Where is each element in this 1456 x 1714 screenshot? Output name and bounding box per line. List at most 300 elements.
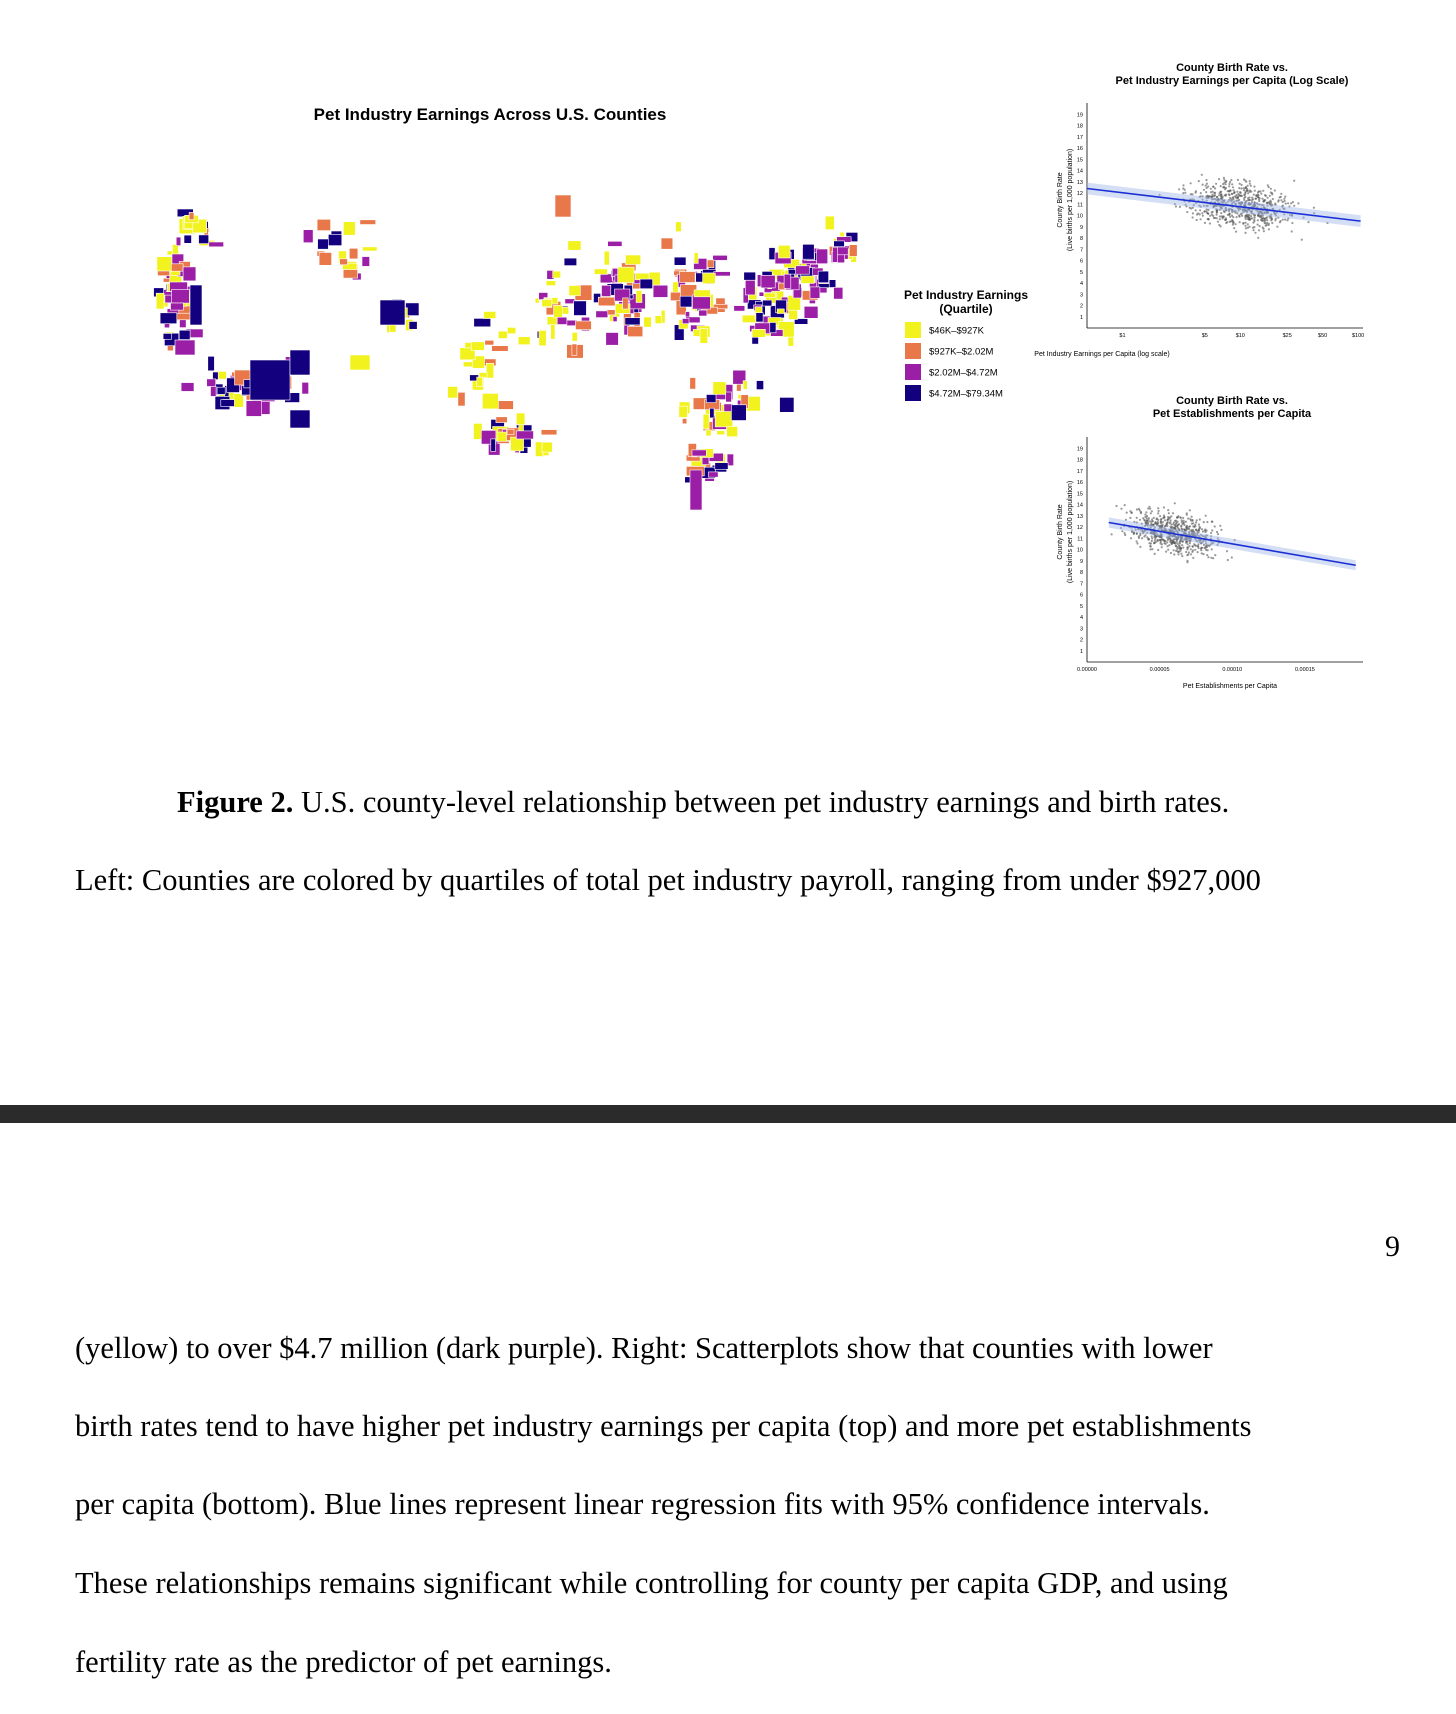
scatter-point bbox=[1259, 197, 1261, 199]
y-tick-label: 7 bbox=[1079, 581, 1083, 588]
scatter-point bbox=[1232, 216, 1234, 218]
county-shape bbox=[680, 272, 696, 283]
county-shape bbox=[246, 401, 261, 417]
county-shape bbox=[690, 470, 702, 510]
scatter-point bbox=[1236, 191, 1238, 193]
scatter-point bbox=[1203, 521, 1205, 523]
scatter-point bbox=[1248, 196, 1250, 198]
scatter-point bbox=[1237, 179, 1239, 181]
scatter-point bbox=[1262, 226, 1264, 228]
scatter-point bbox=[1230, 220, 1232, 222]
county-shape bbox=[409, 322, 417, 330]
county-shape bbox=[471, 342, 484, 351]
scatter-point bbox=[1181, 544, 1183, 546]
y-tick-label: 6 bbox=[1079, 592, 1083, 599]
scatter-point bbox=[1170, 526, 1172, 528]
scatter-point bbox=[1253, 229, 1255, 231]
scatter-point bbox=[1211, 521, 1213, 523]
scatter-point bbox=[1174, 502, 1176, 504]
scatter-point bbox=[1195, 192, 1197, 194]
scatter-point bbox=[1197, 212, 1199, 214]
scatter-point bbox=[1163, 542, 1165, 544]
scatter-point bbox=[1285, 203, 1287, 205]
scatter-point bbox=[1198, 523, 1200, 525]
scatter-point bbox=[1195, 529, 1197, 531]
scatter-point bbox=[1198, 526, 1200, 528]
scatter-point bbox=[1207, 556, 1209, 558]
scatter-point bbox=[1253, 215, 1255, 217]
scatter-point bbox=[1211, 548, 1213, 550]
county-shape bbox=[598, 297, 615, 306]
county-shape bbox=[190, 285, 202, 325]
county-shape bbox=[507, 327, 515, 333]
scatter-point bbox=[1176, 517, 1178, 519]
scatter-point bbox=[1143, 535, 1145, 537]
scatter-point bbox=[1242, 223, 1244, 225]
continuation-line-5: fertility rate as the predictor of pet earnings. bbox=[75, 1645, 612, 1679]
scatter-point bbox=[1214, 217, 1216, 219]
legend-swatch bbox=[905, 364, 921, 380]
scatter-point bbox=[1206, 183, 1208, 185]
x-tick-label: $50 bbox=[1318, 333, 1328, 339]
scatter-point bbox=[1164, 519, 1166, 521]
scatter-point bbox=[1277, 200, 1279, 202]
scatter-point bbox=[1180, 553, 1182, 555]
scatter-point bbox=[1192, 546, 1194, 548]
scatter-point bbox=[1269, 202, 1271, 204]
county-shape bbox=[594, 269, 607, 275]
scatter-earnings-subtitle: Pet Industry Earnings per Capita (Log Scale) bbox=[1115, 75, 1349, 87]
scatter-point bbox=[1206, 209, 1208, 211]
scatter-point bbox=[1313, 207, 1315, 209]
county-shape bbox=[680, 296, 692, 307]
county-shape bbox=[486, 363, 493, 378]
county-shape bbox=[734, 306, 745, 312]
county-shape bbox=[302, 382, 309, 394]
scatter-point bbox=[1181, 555, 1183, 557]
scatter-point bbox=[1228, 185, 1230, 187]
y-tick-label: 4 bbox=[1079, 615, 1083, 621]
scatter-point bbox=[1258, 229, 1260, 231]
scatter-point bbox=[1139, 519, 1141, 521]
scatter-point bbox=[1180, 525, 1182, 527]
scatter-point bbox=[1216, 211, 1218, 213]
scatter-point bbox=[1262, 200, 1264, 202]
county-shape bbox=[172, 290, 190, 304]
y-tick-label: 10 bbox=[1076, 547, 1083, 554]
scatter-point bbox=[1270, 191, 1272, 193]
county-shape bbox=[778, 245, 790, 258]
county-shape bbox=[208, 356, 215, 371]
y-tick-label: 8 bbox=[1079, 570, 1083, 576]
scatter-point bbox=[1178, 551, 1180, 553]
scatter-point bbox=[1248, 199, 1250, 201]
county-shape bbox=[474, 318, 491, 326]
county-shape bbox=[769, 248, 775, 260]
scatter-point bbox=[1182, 517, 1184, 519]
y-tick-label: 16 bbox=[1076, 146, 1083, 152]
scatter-point bbox=[1205, 185, 1207, 187]
scatter-point bbox=[1169, 516, 1171, 518]
scatter-point bbox=[1147, 538, 1149, 540]
y-tick-label: 18 bbox=[1076, 123, 1083, 130]
county-shape bbox=[491, 439, 496, 452]
county-shape bbox=[199, 235, 209, 244]
county-shape bbox=[623, 298, 629, 309]
scatter-point bbox=[1213, 192, 1215, 194]
county-shape bbox=[707, 260, 714, 268]
county-shape bbox=[608, 241, 622, 246]
y-tick-label: 10 bbox=[1076, 213, 1083, 220]
scatter-point bbox=[1159, 539, 1161, 541]
scatter-point bbox=[1154, 522, 1156, 524]
county-shape bbox=[726, 392, 732, 402]
scatter-point bbox=[1170, 552, 1172, 554]
county-shape bbox=[209, 242, 224, 247]
scatter-point bbox=[1205, 515, 1207, 517]
county-shape bbox=[604, 251, 609, 265]
scatter-point bbox=[1138, 537, 1140, 539]
scatter-point bbox=[1190, 182, 1192, 184]
scatter-point bbox=[1177, 543, 1179, 545]
county-shape bbox=[682, 419, 687, 424]
y-tick-label: 3 bbox=[1079, 292, 1083, 299]
scatter-point bbox=[1163, 517, 1165, 519]
scatter-point bbox=[1284, 218, 1286, 220]
county-shape bbox=[692, 450, 706, 456]
scatter-point bbox=[1141, 537, 1143, 539]
county-shape bbox=[606, 333, 619, 346]
county-shape bbox=[350, 355, 370, 370]
county-shape bbox=[640, 279, 653, 289]
scatter-point bbox=[1223, 177, 1225, 179]
scatter-point bbox=[1169, 519, 1171, 521]
county-shape bbox=[849, 245, 857, 257]
scatter-point bbox=[1228, 214, 1230, 216]
scatter-point bbox=[1246, 188, 1248, 190]
scatter-point bbox=[1280, 193, 1282, 195]
scatter-point bbox=[1228, 183, 1230, 185]
county-shape bbox=[156, 293, 164, 309]
scatter-point bbox=[1120, 508, 1122, 510]
scatter-point bbox=[1124, 534, 1126, 536]
county-shape bbox=[756, 381, 763, 390]
county-shape bbox=[317, 219, 331, 230]
scatter-point bbox=[1232, 222, 1234, 224]
scatter-point bbox=[1217, 533, 1219, 535]
county-shape bbox=[833, 247, 838, 262]
scatter-point bbox=[1262, 190, 1264, 192]
scatter-point bbox=[1282, 201, 1284, 203]
scatter-point bbox=[1209, 222, 1211, 224]
scatter-point bbox=[1133, 533, 1135, 535]
county-shape bbox=[613, 317, 617, 322]
scatter-point bbox=[1186, 548, 1188, 550]
scatter-point bbox=[1245, 186, 1247, 188]
scatter-point bbox=[1240, 192, 1242, 194]
scatter-point bbox=[1240, 187, 1242, 189]
scatter-point bbox=[1179, 542, 1181, 544]
scatter-point bbox=[1177, 524, 1179, 526]
scatter-point bbox=[1251, 197, 1253, 199]
scatter-point bbox=[1206, 521, 1208, 523]
scatter-point bbox=[1192, 216, 1194, 218]
county-shape bbox=[565, 299, 575, 304]
scatter-point bbox=[1250, 215, 1252, 217]
county-shape bbox=[744, 272, 756, 280]
county-shape bbox=[694, 290, 710, 297]
county-shape bbox=[541, 430, 557, 435]
county-shape bbox=[557, 317, 567, 324]
county-shape bbox=[572, 332, 577, 341]
scatter-point bbox=[1151, 537, 1153, 539]
legend-title-line1: Pet Industry Earnings bbox=[903, 288, 1029, 302]
scatter-point bbox=[1254, 232, 1256, 234]
scatter-point bbox=[1266, 216, 1268, 218]
regression-line bbox=[1109, 523, 1356, 566]
scatter-point bbox=[1190, 193, 1192, 195]
county-shape bbox=[551, 325, 555, 340]
scatter-point bbox=[1178, 188, 1180, 190]
county-shape bbox=[184, 235, 192, 243]
scatter-point bbox=[1185, 521, 1187, 523]
scatter-point bbox=[1244, 179, 1246, 181]
scatter-point bbox=[1189, 518, 1191, 520]
scatter-point bbox=[1287, 202, 1289, 204]
county-shape bbox=[715, 412, 733, 427]
scatter-point bbox=[1129, 517, 1131, 519]
scatter-point bbox=[1182, 540, 1184, 542]
scatter-point bbox=[1139, 509, 1141, 511]
scatter-point bbox=[1227, 190, 1229, 192]
county-shape bbox=[628, 326, 643, 336]
scatter-point bbox=[1171, 523, 1173, 525]
county-shape bbox=[360, 220, 376, 225]
scatter-point bbox=[1149, 545, 1151, 547]
county-shape bbox=[742, 315, 756, 323]
scatter-point bbox=[1199, 209, 1201, 211]
scatter-point bbox=[1205, 549, 1207, 551]
county-shape bbox=[602, 285, 611, 296]
scatter-point bbox=[1219, 525, 1221, 527]
scatter-point bbox=[1198, 180, 1200, 182]
county-shape bbox=[477, 377, 483, 387]
scatter-point bbox=[1186, 512, 1188, 514]
county-shape bbox=[160, 313, 177, 324]
county-shape bbox=[596, 311, 608, 318]
map-title: Pet Industry Earnings Across U.S. Counties bbox=[313, 105, 667, 124]
scatter-earnings-ylabel: County Birth Rate bbox=[1057, 172, 1064, 228]
scatter-point bbox=[1204, 531, 1206, 533]
scatter-point bbox=[1252, 222, 1254, 224]
county-shape bbox=[829, 280, 836, 288]
y-tick-label: 6 bbox=[1079, 258, 1083, 265]
scatter-point bbox=[1223, 179, 1225, 181]
county-shape bbox=[539, 330, 546, 345]
scatter-point bbox=[1276, 226, 1278, 228]
y-tick-label: 17 bbox=[1076, 468, 1083, 475]
scatter-point bbox=[1243, 199, 1245, 201]
x-tick-label: $5 bbox=[1201, 333, 1208, 339]
scatter-point bbox=[1283, 198, 1285, 200]
county-shape bbox=[764, 293, 776, 297]
scatter-point bbox=[1159, 515, 1161, 517]
scatter-point bbox=[1200, 192, 1202, 194]
scatter-point bbox=[1173, 541, 1175, 543]
scatter-point bbox=[1178, 547, 1180, 549]
county-shape bbox=[189, 212, 194, 219]
continuation-line-1: (yellow) to over $4.7 million (dark purple). Right: Scatterplots show that counties with lower bbox=[75, 1331, 1213, 1365]
scatter-point bbox=[1222, 196, 1224, 198]
scatter-point bbox=[1247, 218, 1249, 220]
scatter-point bbox=[1244, 196, 1246, 198]
scatter-point bbox=[1193, 526, 1195, 528]
county-shape bbox=[183, 267, 196, 281]
county-shape bbox=[713, 382, 726, 395]
scatter-point bbox=[1111, 533, 1113, 535]
scatter-point bbox=[1203, 211, 1205, 213]
continuation-line-3: per capita (bottom). Blue lines represent linear regression fits with 95% confidence intervals. bbox=[75, 1487, 1210, 1521]
county-shape bbox=[564, 258, 577, 266]
scatter-point bbox=[1151, 510, 1153, 512]
scatter-point bbox=[1223, 186, 1225, 188]
scatter-point bbox=[1225, 183, 1227, 185]
y-tick-label: 13 bbox=[1076, 179, 1083, 186]
county-shape bbox=[516, 413, 525, 425]
scatter-point bbox=[1225, 194, 1227, 196]
county-shape bbox=[458, 392, 465, 406]
county-shape bbox=[653, 285, 668, 297]
scatter-point bbox=[1168, 544, 1170, 546]
county-shape bbox=[661, 238, 673, 249]
scatter-point bbox=[1229, 181, 1231, 183]
scatter-establishments-ylabel2: (Live births per 1,000 population) bbox=[1067, 480, 1074, 584]
scatter-point bbox=[1207, 186, 1209, 188]
scatter-point bbox=[1154, 553, 1156, 555]
scatter-point bbox=[1161, 546, 1163, 548]
scatter-point bbox=[1282, 219, 1284, 221]
county-shape bbox=[175, 340, 195, 355]
scatter-point bbox=[1220, 185, 1222, 187]
scatter-point bbox=[1194, 549, 1196, 551]
county-shape bbox=[221, 400, 235, 407]
scatter-point bbox=[1188, 551, 1190, 553]
scatter-point bbox=[1297, 202, 1299, 204]
scatter-point bbox=[1236, 216, 1238, 218]
scatter-point bbox=[1185, 551, 1187, 553]
scatter-point bbox=[1174, 520, 1176, 522]
y-tick-label: 9 bbox=[1079, 224, 1083, 231]
scatter-point bbox=[1238, 187, 1240, 189]
scatter-point bbox=[1166, 522, 1168, 524]
county-shape bbox=[496, 417, 507, 423]
x-tick-label: $25 bbox=[1282, 333, 1292, 339]
scatter-point bbox=[1249, 180, 1251, 182]
scatter-point bbox=[1248, 226, 1250, 228]
scatter-point bbox=[1166, 541, 1168, 543]
scatter-point bbox=[1196, 519, 1198, 521]
scatter-point bbox=[1239, 183, 1241, 185]
scatter-point bbox=[1213, 195, 1215, 197]
county-map bbox=[154, 195, 858, 510]
scatter-point bbox=[1187, 528, 1189, 530]
scatter-point bbox=[1232, 198, 1234, 200]
scatter-earnings-ylabel2: (Live births per 1,000 population) bbox=[1067, 148, 1074, 252]
scatter-point bbox=[1218, 194, 1220, 196]
scatter-point bbox=[1227, 559, 1229, 561]
figure-caption-line2: Left: Counties are colored by quartiles of total pet industry payroll, ranging from under $927,000 bbox=[75, 863, 1261, 897]
county-shape bbox=[676, 222, 682, 232]
scatter-point bbox=[1228, 194, 1230, 196]
scatter-point bbox=[1212, 211, 1214, 213]
scatter-point bbox=[1140, 512, 1142, 514]
county-shape bbox=[713, 255, 728, 260]
scatter-point bbox=[1189, 509, 1191, 511]
scatter-point bbox=[1136, 542, 1138, 544]
scatter-point bbox=[1182, 192, 1184, 194]
scatter-point bbox=[1271, 218, 1273, 220]
county-shape bbox=[569, 286, 580, 296]
scatter-point bbox=[1258, 215, 1260, 217]
scatter-point bbox=[1184, 192, 1186, 194]
county-shape bbox=[498, 331, 507, 338]
scatter-point bbox=[1275, 218, 1277, 220]
scatter-point bbox=[1241, 213, 1243, 215]
scatter-point bbox=[1151, 548, 1153, 550]
scatter-point bbox=[1222, 183, 1224, 185]
y-tick-label: 8 bbox=[1079, 236, 1083, 242]
scatter-point bbox=[1187, 517, 1189, 519]
scatter-point bbox=[1264, 194, 1266, 196]
scatter-point bbox=[1165, 551, 1167, 553]
county-shape bbox=[572, 344, 577, 355]
scatter-point bbox=[1233, 192, 1235, 194]
scatter-point bbox=[1157, 549, 1159, 551]
county-shape bbox=[699, 310, 707, 316]
scatter-point bbox=[1160, 521, 1162, 523]
scatter-point bbox=[1201, 547, 1203, 549]
scatter-point bbox=[1211, 213, 1213, 215]
scatter-point bbox=[1142, 517, 1144, 519]
scatter-point bbox=[1236, 212, 1238, 214]
scatter-point bbox=[1167, 509, 1169, 511]
x-tick-label: $1 bbox=[1119, 333, 1126, 339]
y-tick-label: 1 bbox=[1079, 314, 1083, 321]
scatter-point bbox=[1184, 189, 1186, 191]
county-shape bbox=[554, 305, 563, 318]
y-tick-label: 16 bbox=[1076, 480, 1083, 486]
scatter-point bbox=[1211, 195, 1213, 197]
scatter-point bbox=[1231, 193, 1233, 195]
scatter-point bbox=[1253, 194, 1255, 196]
scatter-point bbox=[1215, 183, 1217, 185]
y-tick-label: 4 bbox=[1079, 281, 1083, 287]
county-shape bbox=[825, 216, 834, 230]
county-shape bbox=[625, 318, 640, 325]
county-shape bbox=[770, 323, 776, 333]
scatter-point bbox=[1201, 174, 1203, 176]
scatter-point bbox=[1136, 517, 1138, 519]
scatter-point bbox=[1225, 180, 1227, 182]
county-shape bbox=[553, 271, 561, 278]
scatter-point bbox=[1167, 549, 1169, 551]
county-shape bbox=[804, 306, 818, 318]
county-shape bbox=[546, 281, 556, 286]
scatter-point bbox=[1130, 537, 1132, 539]
scatter-earnings-panel bbox=[1034, 62, 1364, 358]
county-shape bbox=[759, 292, 764, 296]
scatter-point bbox=[1195, 521, 1197, 523]
